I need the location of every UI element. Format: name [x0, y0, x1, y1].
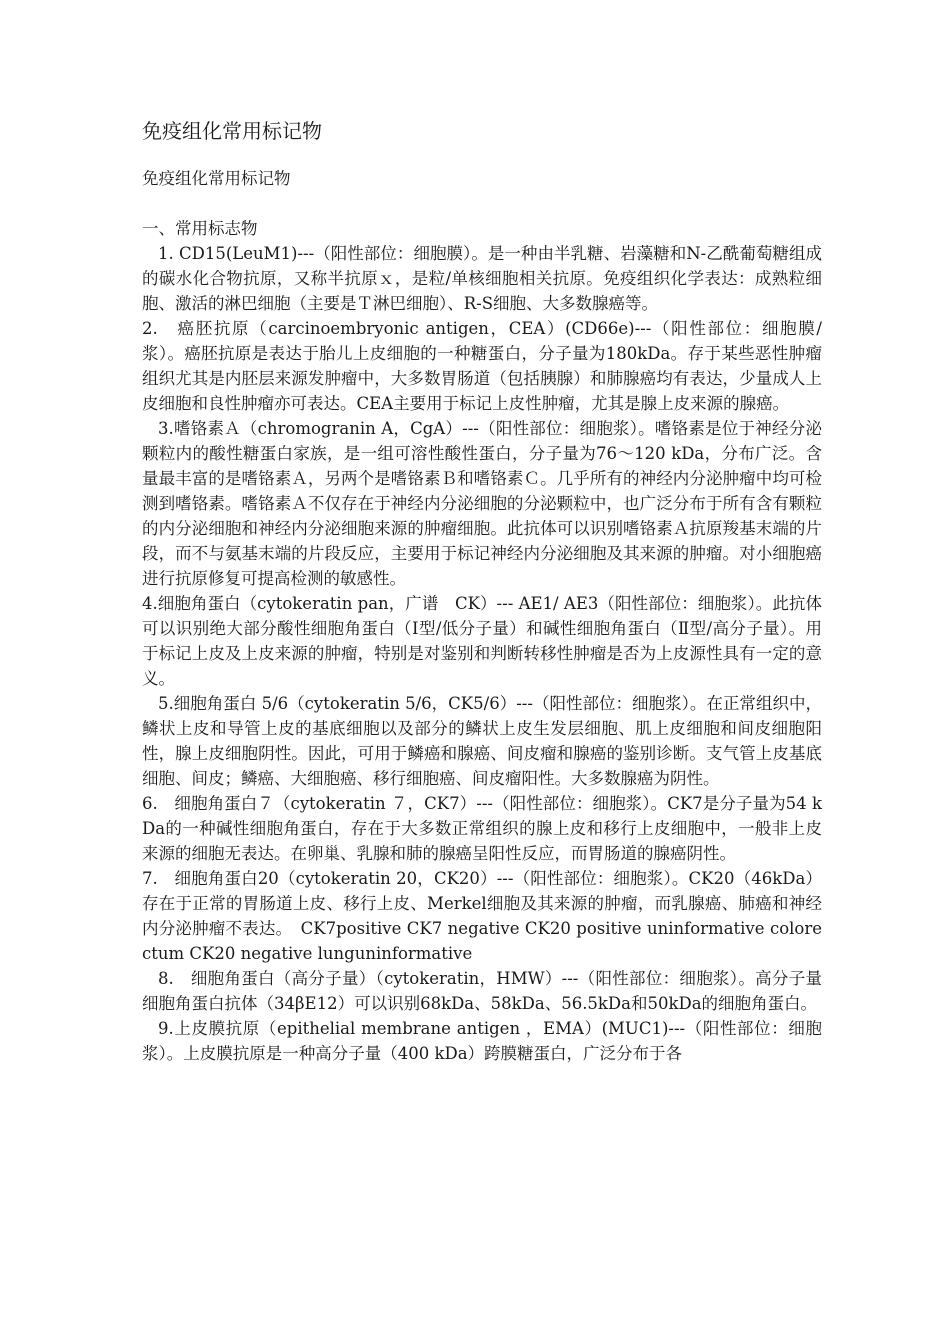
section-heading: 一、常用标志物: [142, 219, 258, 238]
paragraph-2: 2. 癌胚抗原（carcinoembryonic antigen，CEA）(CD66e)---（阳性部位：细胞膜/浆）。癌胚抗原是表达于胎儿上皮细胞的一种糖蛋白，分子量为180kDa。存于某些恶性肿瘤组织尤其是内胚层来源发肿瘤中，大多数胃肠道（包括胰腺）和肺腺癌均有表达，少量成人上皮细胞和良性肿瘤亦可表达。CEA主要用于标记上皮性肿瘤，尤其是腺上皮来源的腺癌。: [142, 319, 822, 413]
paragraph-list: [142, 241, 822, 1066]
document-title: 免疫组化常用标记物: [142, 119, 322, 143]
paragraph-9: 9.上皮膜抗原（epithelial membrane antigen ，EMA）(MUC1)---（阳性部位：细胞浆）。上皮膜抗原是一种高分子量（400 kDa）跨膜糖蛋白，广泛分布于各: [142, 1019, 822, 1063]
paragraph-7: 7. 细胞角蛋白20（cytokeratin 20，CK20）---（阳性部位：细胞浆）。CK20（46kDa）存在于正常的胃肠道上皮、移行上皮、Merkel细胞及其来源的肿瘤，而乳腺癌、肺癌和神经内分泌肿瘤不表达。 CK7positive CK7 negative CK20 positive uninformative colorectum CK20 negative lunguninformative: [142, 869, 822, 963]
paragraph-1: 1. CD15(LeuM1)---（阳性部位：细胞膜）。是一种由半乳糖、岩藻糖和N-乙酰葡萄糖组成的碳水化合物抗原，又称半抗原ｘ，是粒/单核细胞相关抗原。免疫组织化学表达：成熟粒细胞、激活的淋巴细胞（主要是Ｔ淋巴细胞）、R-S细胞、大多数腺癌等。: [142, 244, 822, 313]
paragraph-4: 4.细胞角蛋白（cytokeratin pan，广谱 CK）--- AE1/ AE3（阳性部位：细胞浆）。此抗体可以识别绝大部分酸性细胞角蛋白（Ⅰ型/低分子量）和碱性细胞角蛋白（Ⅱ型/高分子量）。用于标记上皮及上皮来源的肿瘤，特别是对鉴别和判断转移性肿瘤是否为上皮源性具有一定的意义。: [142, 594, 822, 688]
document-page: [142, 116, 822, 1066]
paragraph-8: 8. 细胞角蛋白（高分子量）（cytokeratin，HMW）---（阳性部位：细胞浆）。高分子量细胞角蛋白抗体（34βE12）可以识别68kDa、58kDa、56.5kDa和50kDa的细胞角蛋白。: [142, 969, 822, 1013]
document-subtitle: 免疫组化常用标记物: [142, 169, 291, 188]
paragraph-6: 6. 细胞角蛋白７（cytokeratin ７，CK7）---（阳性部位：细胞浆）。CK7是分子量为54 kDa的一种碱性细胞角蛋白，存在于大多数正常组织的腺上皮和移行上皮细胞中，一般非上皮来源的细胞无表达。在卵巢、乳腺和肺的腺癌呈阳性反应，而胃肠道的腺癌阴性。: [142, 794, 822, 863]
paragraph-5: 5.细胞角蛋白 5/6（cytokeratin 5/6，CK5/6）---（阳性部位：细胞浆）。在正常组织中，鳞状上皮和导管上皮的基底细胞以及部分的鳞状上皮生发层细胞、肌上皮细胞和间皮细胞阳性，腺上皮细胞阴性。因此，可用于鳞癌和腺癌、间皮瘤和腺癌的鉴别诊断。支气管上皮基底细胞、间皮；鳞癌、大细胞癌、移行细胞癌、间皮瘤阳性。大多数腺癌为阴性。: [142, 694, 822, 788]
paragraph-3: 3.嗜铬素Ａ（chromogranin A，CgA）---（阳性部位：细胞浆）。嗜铬素是位于神经分泌颗粒内的酸性糖蛋白家族，是一组可溶性酸性蛋白，分子量为76～120 kDa，分布广泛。含量最丰富的是嗜铬素Ａ，另两个是嗜铬素Ｂ和嗜铬素Ｃ。几乎所有的神经内分泌肿瘤中均可检测到嗜铬素。嗜铬素Ａ不仅存在于神经内分泌细胞的分泌颗粒中，也广泛分布于所有含有颗粒的内分泌细胞和神经内分泌细胞来源的肿瘤细胞。此抗体可以识别嗜铬素Ａ抗原羧基末端的片段，而不与氨基末端的片段反应，主要用于标记神经内分泌细胞及其来源的肿瘤。对小细胞癌进行抗原修复可提高检测的敏感性。: [142, 419, 822, 588]
